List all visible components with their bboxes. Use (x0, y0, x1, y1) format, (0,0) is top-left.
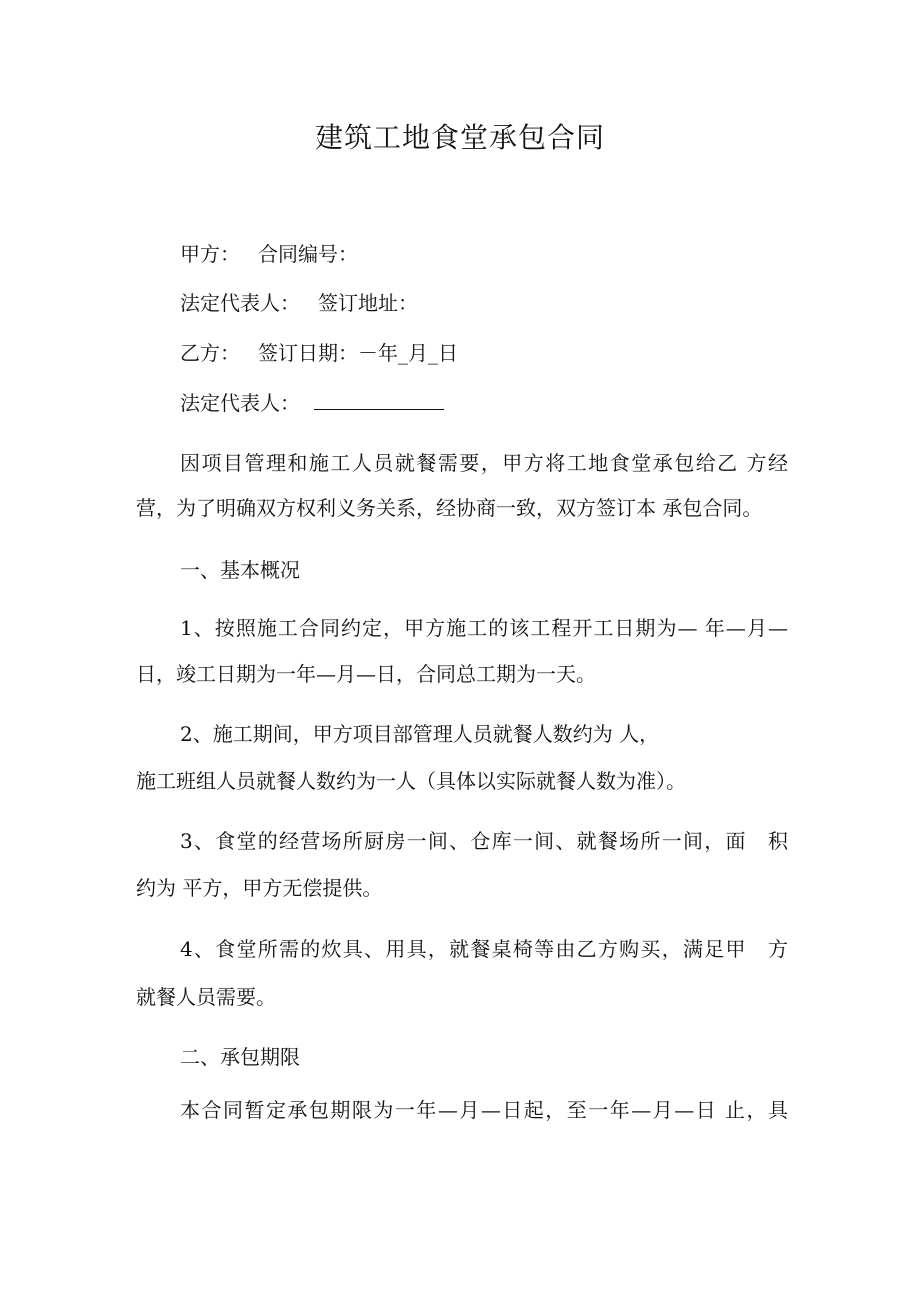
section-1-heading: 一、基本概况 (180, 558, 300, 582)
item-4-line-1: 4、食堂所需的炊具、用具，就餐桌椅等由乙方购买，满足甲 方 (180, 937, 788, 961)
legal-rep-a-line (180, 289, 788, 317)
document-title: 建筑工地食堂承包合同 (314, 121, 605, 154)
intro-line-2: 营，为了明确双方权利义务关系，经协商一致，双方签订本 承包合同。 (136, 496, 763, 520)
item-1-line-1: 1、按照施工合同约定，甲方施工的该工程开工日期为— 年—月— (180, 616, 788, 640)
party-a-line (180, 240, 788, 268)
item-2-line-1: 2、施工期间，甲方项目部管理人员就餐人数约为 人， (180, 722, 660, 746)
party-b-line (180, 339, 788, 367)
contract-no-label: 合同编号： (258, 242, 358, 266)
party-a-label: 甲方： (180, 242, 240, 266)
sign-date-label: 签订日期：－年_月_日 (258, 341, 458, 365)
term-line-1: 本合同暂定承包期限为一年—月—日起，至一年—月—日 止，具 (180, 1098, 788, 1122)
item-1-line-2: 日，竣工日期为一年—月—日，合同总工期为一天。 (136, 662, 596, 686)
item-3-line-1: 3、食堂的经营场所厨房一间、仓库一间、就餐场所一间，面 积 (180, 829, 788, 853)
intro-line-1: 因项目管理和施工人员就餐需要，甲方将工地食堂承包给乙 方经 (180, 451, 788, 475)
item-2-line-2: 施工班组人员就餐人数约为一人（具体以实际就餐人数为准）。 (136, 769, 686, 793)
legal-rep-a-label: 法定代表人： (180, 291, 300, 315)
item-4-line-2: 就餐人员需要。 (136, 985, 276, 1009)
party-b-label: 乙方： (180, 341, 240, 365)
item-3-line-2: 约为 平方，甲方无偿提供。 (136, 876, 383, 900)
sign-place-label: 签订地址： (318, 291, 418, 315)
legal-rep-b-label: 法定代表人： (180, 391, 300, 415)
legal-rep-b-line (180, 389, 788, 417)
section-2-heading: 二、承包期限 (180, 1045, 300, 1069)
signature-blank (314, 393, 444, 410)
